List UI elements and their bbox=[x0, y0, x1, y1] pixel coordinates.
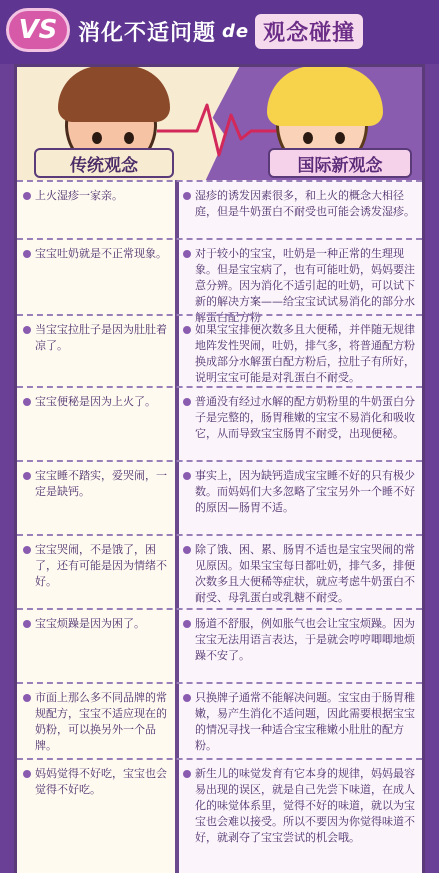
international-cell bbox=[183, 322, 415, 386]
table-row bbox=[17, 460, 422, 532]
page-title bbox=[78, 14, 363, 48]
traditional-text: 宝宝哭闹，不是饿了，困了，还有可能是因为情绪不好。 bbox=[35, 543, 167, 588]
bullet-icon bbox=[183, 546, 191, 554]
international-text: 新生儿的味觉发育有它本身的规律，妈妈最容易出现的误区，就是自己先尝下味道，在成人化的味觉体系里，觉得不好的味道，就以为宝宝也会难以接受。所以不要因为你觉得味道不好，就剥夺了宝宝尝试的机会哦。 bbox=[195, 767, 415, 844]
table-row bbox=[17, 238, 422, 322]
bullet-icon bbox=[23, 326, 31, 334]
bullet-icon bbox=[183, 326, 191, 334]
table-row bbox=[17, 758, 422, 873]
bullet-icon bbox=[183, 620, 191, 628]
bullet-icon bbox=[183, 694, 191, 702]
traditional-cell bbox=[23, 690, 171, 754]
eye-left bbox=[92, 132, 102, 144]
traditional-cell bbox=[23, 246, 171, 262]
international-cell bbox=[183, 616, 415, 664]
international-text: 普通没有经过水解的配方奶粉里的牛奶蛋白分子是完整的，肠胃稚嫩的宝宝不易消化和吸收它，从而导致宝宝肠胃不耐受，出现便秘。 bbox=[195, 395, 415, 440]
column-header-international: 国际新观念 bbox=[268, 148, 412, 178]
international-text: 只换牌子通常不能解决问题。宝宝由于肠胃稚嫩，易产生消化不适问题，因此需要根据宝宝的情况寻找一种适合宝宝稚嫩小肚肚的配方粉。 bbox=[195, 691, 415, 752]
bullet-icon bbox=[23, 770, 31, 778]
traditional-cell bbox=[23, 394, 171, 410]
traditional-cell bbox=[23, 616, 171, 632]
traditional-cell bbox=[23, 322, 171, 354]
traditional-text: 宝宝吐奶就是不正常现象。 bbox=[35, 247, 167, 260]
international-text: 如果宝宝排便次数多且大便稀，并伴随无规律地阵发性哭闹，吐奶，排气多，将普通配方粉换成部分水解蛋白配方粉后，拉肚子有所好，说明宝宝可能是对乳蛋白不耐受。 bbox=[195, 323, 415, 384]
traditional-text: 市面上那么多不同品牌的常规配方，宝宝不适应现在的奶粉，可以换另外一个品牌。 bbox=[35, 691, 167, 752]
table-row bbox=[17, 682, 422, 758]
bullet-icon bbox=[183, 398, 191, 406]
brown-hair bbox=[58, 66, 170, 122]
title-main: 消化不适问题 bbox=[78, 20, 217, 46]
title-de: de bbox=[222, 20, 250, 42]
bullet-icon bbox=[183, 192, 191, 200]
eye-right bbox=[124, 132, 134, 144]
eye-left bbox=[303, 132, 313, 144]
international-text: 肠道不舒服，例如胀气也会让宝宝烦躁。因为宝宝无法用语言表达，于是就会哼哼唧唧地烦躁不安了。 bbox=[195, 617, 415, 662]
title-bar bbox=[0, 0, 439, 64]
eye-right bbox=[335, 132, 345, 144]
traditional-text: 宝宝烦躁是因为困了。 bbox=[35, 617, 145, 630]
international-text: 湿疹的诱发因素很多，和上火的概念大相径庭，但是牛奶蛋白不耐受也可能会诱发湿疹。 bbox=[195, 189, 415, 218]
international-cell bbox=[183, 468, 415, 516]
traditional-text: 宝宝睡不踏实，爱哭闹，一定是缺钙。 bbox=[35, 469, 167, 498]
table-row bbox=[17, 386, 422, 460]
comparison-table bbox=[14, 180, 425, 873]
bullet-icon bbox=[23, 398, 31, 406]
bullet-icon bbox=[23, 546, 31, 554]
international-cell bbox=[183, 542, 415, 606]
traditional-text: 上火湿疹一家亲。 bbox=[35, 189, 123, 202]
vs-badge: VS bbox=[6, 8, 70, 52]
title-highlight: 观念碰撞 bbox=[255, 14, 363, 49]
bullet-icon bbox=[183, 472, 191, 480]
bullet-icon bbox=[23, 250, 31, 258]
traditional-text: 当宝宝拉肚子是因为肚肚着凉了。 bbox=[35, 323, 167, 352]
international-text: 除了饿、困、累、肠胃不适也是宝宝哭闹的常见原因。如果宝宝每日都吐奶，排气多，排便次数多且大便稀等症状，就应考虑牛奶蛋白不耐受、母乳蛋白或乳糖不耐受。 bbox=[195, 543, 415, 604]
traditional-text: 宝宝便秘是因为上火了。 bbox=[35, 395, 156, 408]
traditional-cell bbox=[23, 468, 171, 500]
bullet-icon bbox=[23, 620, 31, 628]
table-row bbox=[17, 608, 422, 682]
table-row bbox=[17, 534, 422, 608]
traditional-cell bbox=[23, 542, 171, 590]
bullet-icon bbox=[23, 192, 31, 200]
traditional-text: 妈妈觉得不好吃，宝宝也会觉得不好吃。 bbox=[35, 767, 167, 796]
traditional-cell bbox=[23, 188, 171, 204]
traditional-cell bbox=[23, 766, 171, 798]
table-row bbox=[17, 314, 422, 390]
bullet-icon bbox=[183, 770, 191, 778]
bullet-icon bbox=[183, 250, 191, 258]
column-header-traditional: 传统观念 bbox=[34, 148, 174, 178]
international-cell bbox=[183, 394, 415, 442]
international-cell bbox=[183, 766, 415, 846]
international-cell bbox=[183, 188, 415, 220]
international-text: 对于较小的宝宝，吐奶是一种正常的生理现象。但是宝宝病了，也有可能吐奶，妈妈要注意分辨。因为消化不适引起的吐奶，可以试下新的解决方案——给宝宝试试易消化的部分水解蛋白配方粉 bbox=[195, 247, 415, 324]
bullet-icon bbox=[23, 694, 31, 702]
bullet-icon bbox=[23, 472, 31, 480]
international-cell bbox=[183, 690, 415, 754]
international-text: 事实上，因为缺钙造成宝宝睡不好的只有极少数。而妈妈们大多忽略了宝宝另外一个睡不好的原因—肠胃不适。 bbox=[195, 469, 415, 514]
